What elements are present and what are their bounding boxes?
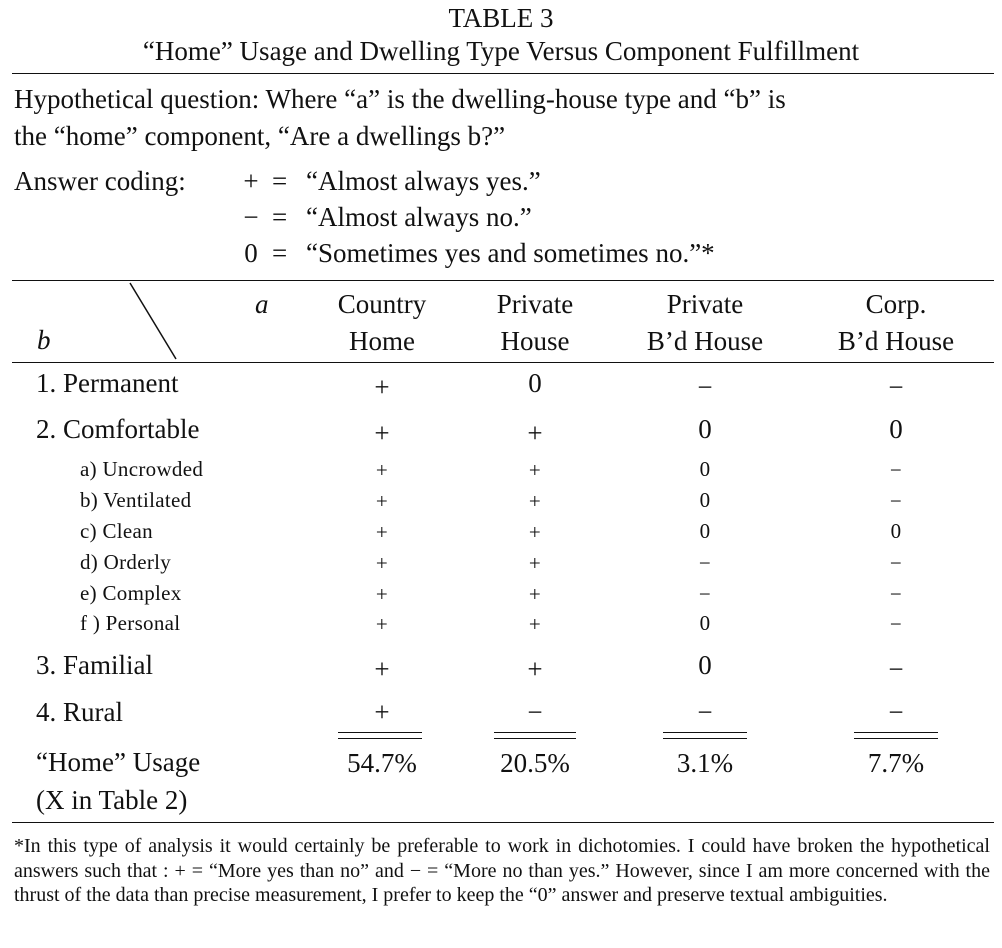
cell-value: − (889, 458, 903, 482)
column-header-line2: Home (349, 326, 415, 356)
cell-value: 0 (699, 611, 711, 635)
double-rule (663, 732, 747, 739)
header-bottom-rule (12, 362, 994, 363)
cell-value: − (697, 372, 713, 402)
column-header-line1: Private (496, 289, 574, 319)
coding-meaning: “Almost always yes.” (306, 166, 541, 196)
cell-value: + (374, 654, 390, 684)
row-label: c) Clean (80, 519, 153, 543)
double-rule (854, 732, 938, 739)
row-label: b) Ventilated (80, 488, 192, 512)
column-header-line2: House (500, 326, 570, 356)
table-label: TABLE 3 (448, 3, 554, 33)
coding-symbol: + (243, 166, 259, 196)
cell-value: 0 (699, 519, 711, 543)
cell-value: + (374, 418, 390, 448)
row-label: e) Complex (80, 581, 182, 605)
cell-value: 0 (890, 519, 902, 543)
cell-value: + (527, 418, 543, 448)
cell-value: − (889, 612, 903, 636)
coding-equals: = (272, 166, 288, 196)
cell-value: + (375, 612, 389, 636)
cell-value: − (889, 551, 903, 575)
usage-value: 7.7% (867, 748, 925, 778)
question-line-1: Hypothetical question: Where “a” is the dwelling-house type and “b” is (14, 84, 786, 114)
row-label: 2. Comfortable (36, 414, 200, 444)
cell-value: − (698, 582, 712, 606)
cell-value: 0 (699, 457, 711, 481)
row-label: a) Uncrowded (80, 457, 204, 481)
cell-value: 0 (698, 650, 712, 680)
cell-value: − (527, 697, 543, 727)
cell-value: + (528, 520, 542, 544)
usage-label: “Home” Usage (36, 747, 201, 777)
footnote: *In this type of analysis it would certainly be preferable to work in dichotomies. I could have broken the hypothetical answers such that : + = “More yes than no” and − = “More no than yes.” However, since I am more concerned with the thrust of the data than precise measurement, I prefer to keep the “0” answer and preserve textual ambiguities. (14, 835, 990, 906)
coding-equals: = (272, 238, 288, 268)
cell-value: + (528, 551, 542, 575)
column-header-line2: B’d House (646, 326, 764, 356)
coding-meaning: “Almost always no.” (306, 202, 532, 232)
usage-value: 54.7% (347, 748, 417, 778)
cell-value: − (888, 372, 904, 402)
column-header-corp-bd-house (806, 286, 986, 360)
column-header-line1: Country (337, 289, 427, 319)
cell-value: + (528, 489, 542, 513)
table-title: “Home” Usage and Dwelling Type Versus Component Fulfillment (142, 36, 860, 66)
usage-value: 20.5% (500, 748, 570, 778)
cell-value: + (375, 551, 389, 575)
cell-value: − (697, 697, 713, 727)
column-header-line2: B’d House (837, 326, 955, 356)
cell-value: + (527, 654, 543, 684)
cell-value: + (375, 458, 389, 482)
cell-value: + (375, 520, 389, 544)
column-header-private-bd-house (615, 286, 795, 360)
coding-symbol: − (243, 202, 259, 232)
column-header-line1: Corp. (865, 289, 927, 319)
cell-value: − (888, 697, 904, 727)
cell-value: − (888, 654, 904, 684)
cell-value: + (375, 489, 389, 513)
cell-value: + (374, 697, 390, 727)
usage-sublabel: (X in Table 2) (36, 785, 188, 815)
coding-label: Answer coding: (14, 166, 186, 196)
column-header-private-house (455, 286, 615, 360)
corner-b-label: b (37, 325, 51, 355)
cell-value: − (889, 489, 903, 513)
coding-symbol: 0 (244, 238, 258, 268)
cell-value: 0 (699, 488, 711, 512)
cell-value: − (698, 551, 712, 575)
row-label: d) Orderly (80, 550, 172, 574)
cell-value: 0 (528, 368, 542, 398)
cell-value: + (528, 612, 542, 636)
cell-value: + (374, 372, 390, 402)
row-label: 1. Permanent (36, 368, 179, 398)
cell-value: + (528, 582, 542, 606)
double-rule (494, 732, 576, 739)
usage-value: 3.1% (676, 748, 734, 778)
cell-value: − (889, 582, 903, 606)
table-bottom-rule (12, 822, 994, 823)
cell-value: + (528, 458, 542, 482)
column-header-country-home (302, 286, 462, 360)
row-label: 4. Rural (36, 697, 123, 727)
row-label: f ) Personal (80, 611, 181, 635)
coding-equals: = (272, 202, 288, 232)
row-label: 3. Familial (36, 650, 153, 680)
question-line-2: the “home” component, “Are a dwellings b?” (14, 121, 506, 151)
title-rule (12, 73, 994, 74)
corner-a-label: a (255, 289, 269, 319)
cell-value: + (375, 582, 389, 606)
double-rule (338, 732, 422, 739)
column-header-line1: Private (666, 289, 744, 319)
cell-value: 0 (698, 414, 712, 444)
cell-value: 0 (889, 414, 903, 444)
coding-meaning: “Sometimes yes and sometimes no.”* (306, 238, 715, 268)
